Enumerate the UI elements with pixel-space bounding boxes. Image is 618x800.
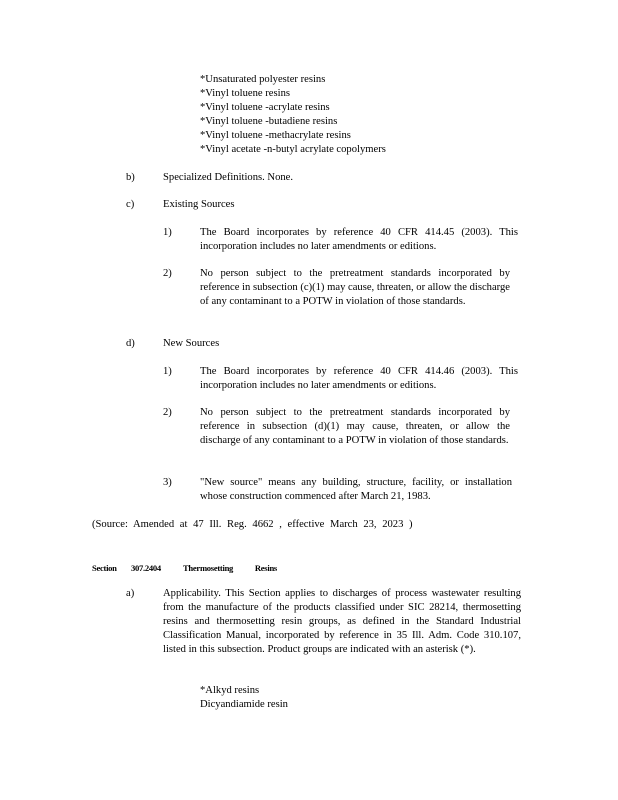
section-title: Thermosetting Resins xyxy=(183,563,277,573)
specialized-definitions: Specialized Definitions. None. xyxy=(163,172,294,183)
section-label: Section xyxy=(92,563,117,573)
new-sources-item-3: "New source" means any building, structure, facility, or installation whose construction commenced after March 21, 1983. xyxy=(200,477,512,502)
list-item: *Vinyl toluene -acrylate resins xyxy=(200,102,330,113)
section-number: 307.2404 xyxy=(131,563,161,573)
list-item: Dicyandiamide resin xyxy=(200,699,288,710)
source-note: (Source: Amended at 47 Ill. Reg. 4662 , effective March 23, 2023 ) xyxy=(92,519,413,530)
subsection-label-d: d) xyxy=(126,338,135,349)
subsection-label-c: c) xyxy=(126,199,135,210)
list-item: *Vinyl toluene resins xyxy=(200,88,290,99)
applicability-paragraph: Applicability. This Section applies to discharges of process wastewater resulting from the manufacture of the products classified under SIC 28214, thermosetting resins and thermosetting resin groups, as defined in the Standard Industrial Classification Manual, incorporated by reference in 35 Ill. Adm. Code 310.107, listed in this subsection. Product groups are indicated with an asterisk (*). xyxy=(163,588,521,655)
subsection-label-b: b) xyxy=(126,172,135,183)
existing-sources-item-1: The Board incorporates by reference 40 CFR 414.45 (2003). This incorporation includes no later amendments or editions. xyxy=(200,227,518,252)
existing-sources-title: Existing Sources xyxy=(163,199,235,210)
list-item: *Unsaturated polyester resins xyxy=(200,74,326,85)
new-sources-item-1: The Board incorporates by reference 40 CFR 414.46 (2003). This incorporation includes no later amendments or editions. xyxy=(200,366,518,391)
product-list-bottom xyxy=(200,684,288,712)
existing-sources-item-2: No person subject to the pretreatment standards incorporated by reference in subsection (c)(1) may cause, threaten, or allow the discharge of any contaminant to a POTW in violation of those standards. xyxy=(200,268,510,307)
item-number: 3) xyxy=(163,477,172,488)
product-list-top xyxy=(200,73,386,157)
list-item: *Vinyl toluene -butadiene resins xyxy=(200,116,338,127)
item-number: 1) xyxy=(163,366,172,377)
item-number: 2) xyxy=(163,407,172,418)
new-sources-item-2: No person subject to the pretreatment standards incorporated by reference in subsection (d)(1) may cause, threaten, or allow the discharge of any contaminant to a POTW in violation of those standards. xyxy=(200,407,510,446)
list-item: *Vinyl toluene -methacrylate resins xyxy=(200,130,351,141)
subsection-label-a: a) xyxy=(126,588,135,599)
item-number: 1) xyxy=(163,227,172,238)
new-sources-title: New Sources xyxy=(163,338,220,349)
list-item: *Alkyd resins xyxy=(200,685,260,696)
list-item: *Vinyl acetate -n-butyl acrylate copolymers xyxy=(200,144,386,155)
item-number: 2) xyxy=(163,268,172,279)
